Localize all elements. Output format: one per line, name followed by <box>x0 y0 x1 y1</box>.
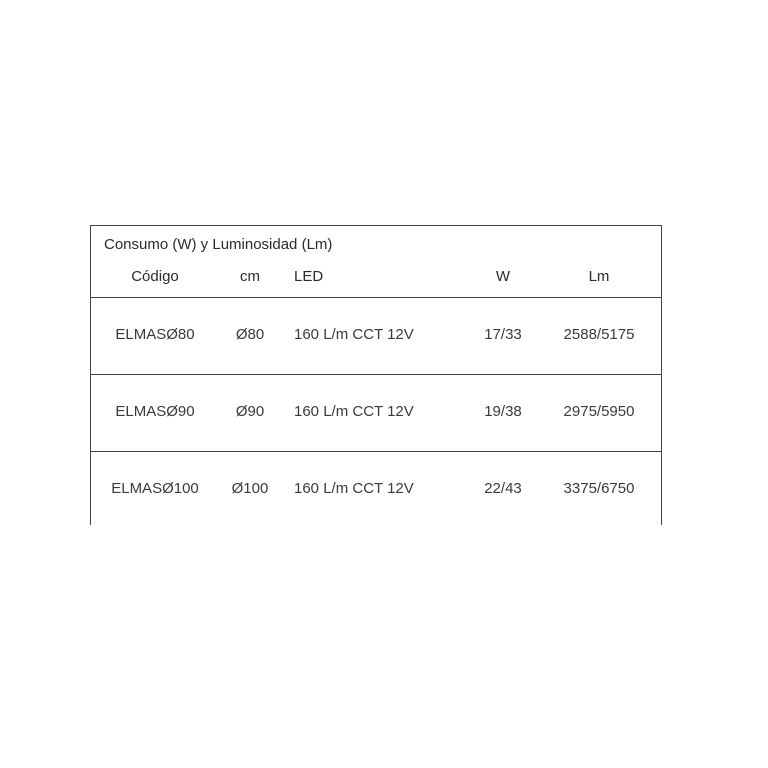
cell-w: 19/38 <box>484 403 522 420</box>
cell-cm: Ø80 <box>235 326 265 343</box>
cell-led: 160 L/m CCT 12V <box>294 326 414 343</box>
spec-table <box>90 225 662 525</box>
cell-w: 22/43 <box>484 480 522 497</box>
table-header <box>91 226 661 298</box>
cell-led: 160 L/m CCT 12V <box>294 403 414 420</box>
cell-cm: Ø90 <box>235 403 265 420</box>
cell-lm: 3375/6750 <box>563 480 635 497</box>
cell-lm: 2588/5175 <box>563 326 635 343</box>
table-title: Consumo (W) y Luminosidad (Lm) <box>104 236 333 253</box>
column-header-w: W <box>495 268 511 285</box>
cell-w: 17/33 <box>484 326 522 343</box>
cell-lm: 2975/5950 <box>563 403 635 420</box>
column-header-code: Código <box>131 268 179 285</box>
cell-cm: Ø100 <box>231 480 269 497</box>
cell-code: ELMASØ100 <box>111 480 199 497</box>
column-header-led: LED <box>294 268 324 285</box>
column-header-lm: Lm <box>588 268 610 285</box>
cell-code: ELMASØ80 <box>115 326 195 343</box>
table-row <box>91 451 661 528</box>
cell-code: ELMASØ90 <box>115 403 195 420</box>
table-row <box>91 374 661 452</box>
column-header-cm: cm <box>240 268 260 285</box>
cell-led: 160 L/m CCT 12V <box>294 480 414 497</box>
table-row <box>91 297 661 375</box>
